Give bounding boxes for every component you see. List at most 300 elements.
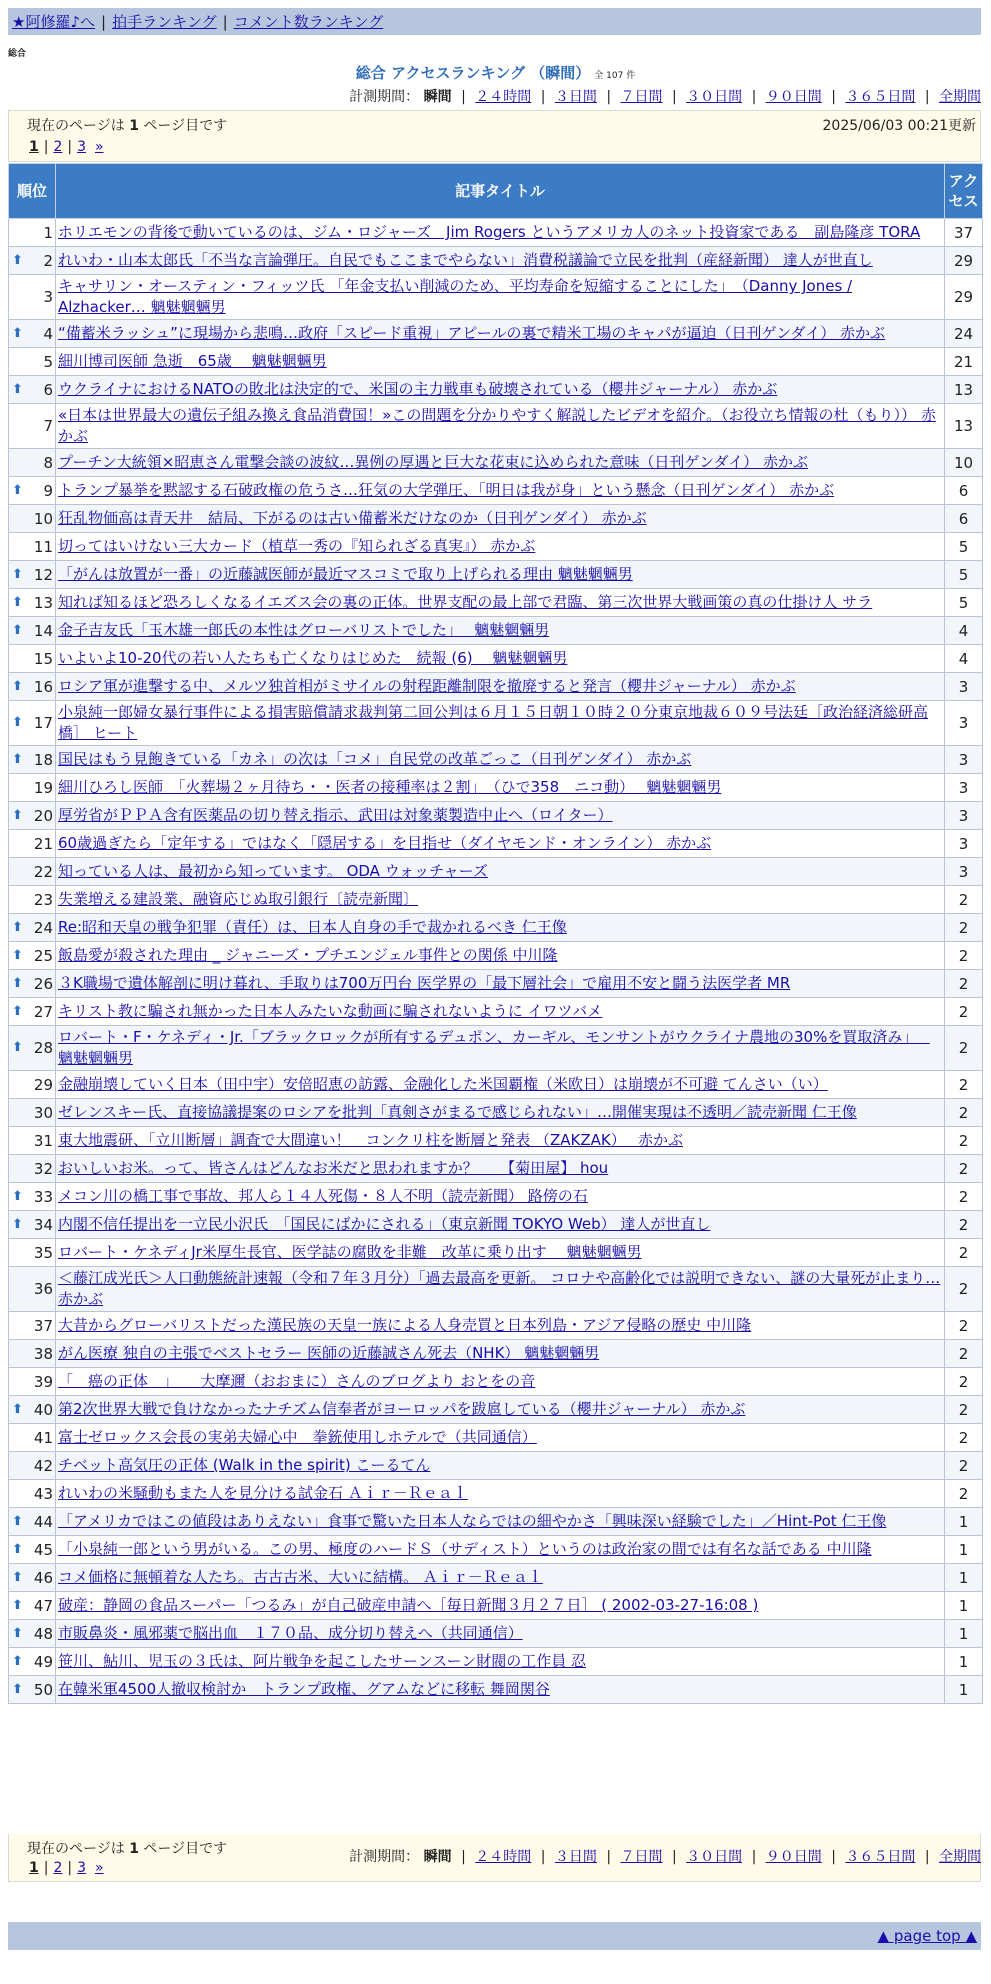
rank-cell: [9, 1480, 56, 1508]
rank-number: 49: [33, 1652, 53, 1671]
period-all[interactable]: 全期間: [939, 89, 981, 105]
table-row: [9, 914, 983, 942]
up-arrow-icon: ⬆: [12, 325, 23, 341]
rank-number: 26: [33, 974, 53, 993]
rank-cell: [9, 617, 56, 645]
rank-number: 9: [43, 481, 53, 500]
current-page-text: [27, 1838, 227, 1858]
title-cell: [56, 1211, 945, 1239]
table-row: [9, 1424, 983, 1452]
total-count: 全 107 件: [594, 71, 636, 81]
access-count: 2: [945, 1071, 983, 1099]
title-cell: [56, 1648, 945, 1676]
up-arrow-icon: ⬆: [12, 1216, 23, 1232]
title-cell: [56, 1452, 945, 1480]
title-cell: [56, 561, 945, 589]
table-row: [9, 1155, 983, 1183]
table-row: [9, 1396, 983, 1424]
rank-cell: [9, 219, 56, 247]
table-row: [9, 830, 983, 858]
rank-cell: [9, 1508, 56, 1536]
article-link[interactable]: ３K職場で遺体解剖に明け暮れ、手取りは700万円台 医学界の「最下層社会」で雇用不安と闘う法医学者 MR: [58, 974, 791, 992]
rank-number: 11: [33, 537, 53, 556]
period-90d[interactable]: ９０日間: [765, 1849, 822, 1865]
page-link-2[interactable]: 2: [53, 1860, 63, 1876]
article-link[interactable]: 狂乱物価高は青天井 結局、下がるのは古い備蓄米だけなのか（日刊ゲンダイ） 赤かぶ: [58, 509, 647, 527]
rank-number: 18: [33, 750, 53, 769]
table-row: [9, 1099, 983, 1127]
period-7d[interactable]: ７日間: [620, 89, 663, 105]
rank-number: 10: [33, 509, 53, 528]
table-row: [9, 533, 983, 561]
article-link[interactable]: キャサリン・オースティン・フィッツ氏 「年金支払い削減のため、平均寿命を短縮することにした」 （Danny Jones / Alzhacker… 魑魅魍魎男: [58, 277, 853, 316]
article-link[interactable]: 小泉純一郎婦女暴行事件による損害賠償請求裁判第二回公判は６月１５日朝１０時２０分東京地裁６０９号法廷［政治経済総研高橋］ ヒート: [58, 703, 929, 742]
period-24h[interactable]: ２４時間: [475, 1849, 532, 1865]
title-cell: [56, 505, 945, 533]
article-link[interactable]: チベット高気圧の正体 (Walk in the spirit) こーるてん: [58, 1456, 431, 1474]
rank-cell: [9, 449, 56, 477]
period-separator: |: [924, 1849, 930, 1865]
table-row: [9, 1239, 983, 1267]
access-count: 1: [945, 1648, 983, 1676]
period-selector-bottom: [349, 1846, 981, 1866]
rank-number: 4: [43, 324, 53, 343]
article-link[interactable]: 60歳過ぎたら「定年する」ではなく「隠居する」を目指せ（ダイヤモンド・オンライン） 赤かぶ: [58, 834, 712, 852]
period-label: 計測期間：: [349, 89, 420, 105]
article-link[interactable]: ＜藤江成光氏＞人口動態統計速報（令和７年３月分）「過去最高を更新。 コロナや高齢化では説明できない、謎の大量死が止まり… 赤かぶ: [58, 1269, 941, 1308]
title-cell: [56, 998, 945, 1026]
rank-cell: [9, 1267, 56, 1312]
rank-number: 21: [33, 834, 53, 853]
page-info-top: [8, 110, 981, 162]
rank-cell: [9, 1648, 56, 1676]
rank-number: 13: [33, 593, 53, 612]
title-cell: [56, 830, 945, 858]
article-link[interactable]: トランプ暴挙を黙認する石破政権の危うさ…狂気の大学弾圧、「明日は我が身」という懸念（日刊ゲンダイ） 赤かぶ: [58, 481, 835, 499]
rank-number: 17: [33, 714, 53, 732]
article-link[interactable]: 第2次世界大戦で負けなかったナチズム信奉者がヨーロッパを跋扈している（櫻井ジャーナル） 赤かぶ: [58, 1400, 746, 1418]
rank-number: 48: [33, 1624, 53, 1643]
rank-number: 40: [33, 1400, 53, 1419]
rank-cell: [9, 320, 56, 348]
rank-cell: [9, 1183, 56, 1211]
period-7d[interactable]: ７日間: [620, 1849, 663, 1865]
rank-cell: [9, 1026, 56, 1071]
rank-number: 23: [33, 890, 53, 909]
access-count: 2: [945, 1340, 983, 1368]
rank-number: 36: [33, 1280, 53, 1298]
title-cell: [56, 1620, 945, 1648]
rank-number: 28: [33, 1039, 53, 1057]
period-separator: |: [540, 89, 546, 105]
rank-cell: [9, 376, 56, 404]
rank-cell: [9, 1340, 56, 1368]
article-link[interactable]: 細川博司医師 急逝 65歳 魑魅魍魎男: [58, 352, 327, 370]
table-row: [9, 1267, 983, 1312]
rank-cell: [9, 1239, 56, 1267]
rank-column-header: 順位: [9, 164, 56, 219]
title-cell: [56, 1127, 945, 1155]
access-count: 2: [945, 1312, 983, 1340]
rank-number: 44: [33, 1512, 53, 1531]
pagination-top: [29, 139, 104, 155]
table-row: [9, 376, 983, 404]
page-link-3[interactable]: 3: [77, 1860, 87, 1876]
rank-number: 25: [33, 946, 53, 965]
table-row: [9, 1211, 983, 1239]
up-arrow-icon: ⬆: [12, 1597, 23, 1613]
period-separator: |: [831, 89, 836, 105]
title-cell: [56, 617, 945, 645]
rank-number: 32: [33, 1159, 53, 1178]
title-cell: [56, 886, 945, 914]
access-count: 2: [945, 1480, 983, 1508]
article-link[interactable]: 笹川、鮎川、児玉の３氏は、阿片戦争を起こしたサーンスーン財閥の工作員 忍: [58, 1652, 586, 1670]
article-link[interactable]: 在韓米軍4500人撤収検討か トランプ政権、グアムなどに移転 舞岡関谷: [58, 1680, 550, 1698]
table-row: [9, 275, 983, 320]
rank-number: 3: [43, 288, 53, 306]
period-separator: |: [924, 89, 930, 105]
rank-cell: [9, 746, 56, 774]
rank-number: 50: [33, 1680, 53, 1699]
up-arrow-icon: ⬆: [12, 252, 23, 268]
title-cell: [56, 1592, 945, 1620]
access-count: 3: [945, 802, 983, 830]
article-link[interactable]: おいしいお米。って、皆さんはどんなお米だと思われますか？ 【菊田屋】 hou: [58, 1159, 609, 1177]
access-count: 2: [945, 1099, 983, 1127]
access-count: 2: [945, 1183, 983, 1211]
access-count: 4: [945, 645, 983, 673]
page-link-3[interactable]: 3: [77, 139, 87, 155]
next-page-link[interactable]: »: [94, 1860, 104, 1876]
rank-number: 39: [33, 1372, 53, 1391]
up-arrow-icon: ⬆: [12, 807, 23, 823]
period-separator: |: [671, 1849, 677, 1865]
period-3d[interactable]: ３日間: [554, 1849, 597, 1865]
article-link[interactable]: コメ価格に無頓着な人たち。古古古米、大いに結構。 Ａｉｒ－Ｒｅａｌ: [58, 1568, 543, 1586]
page-number: 1: [129, 1841, 139, 1857]
pager-separator: |: [67, 139, 73, 155]
rank-number: 6: [43, 380, 53, 399]
home-link[interactable]: ★阿修羅♪へ: [12, 13, 96, 31]
access-count: 2: [945, 1368, 983, 1396]
article-link[interactable]: がん医療 独自の主張でベストセラー 医師の近藤誠さん死去（NHK） 魑魅魍魎男: [58, 1344, 600, 1362]
up-arrow-icon: ⬆: [12, 751, 23, 767]
article-link[interactable]: 金子吉友氏「玉木雄一郎氏の本性はグローバリストでした」 魑魅魍魎男: [58, 621, 550, 639]
table-row: [9, 1340, 983, 1368]
article-link[interactable]: 金融崩壊していく日本（田中宇）安倍昭恵の訪露、金融化した米国覇権（米欧日）は崩壊が不可避 てんさい（い）: [58, 1075, 828, 1093]
rank-cell: [9, 858, 56, 886]
rank-number: 24: [33, 918, 53, 937]
rank-cell: [9, 1536, 56, 1564]
updated-timestamp: 2025/06/03 00:21更新: [822, 118, 976, 134]
table-row: [9, 1564, 983, 1592]
title-cell: [56, 1340, 945, 1368]
article-link[interactable]: ゼレンスキー氏、直接協議提案のロシアを批判「真剣さがまるで感じられない」…開催実現は不透明／読売新聞 仁王像: [58, 1103, 857, 1121]
article-link[interactable]: 大昔からグローバリストだった漢民族の天皇一族による人身売買と日本列島・アジア侵略の歴史 中川隆: [58, 1316, 752, 1334]
access-count: 1: [945, 1620, 983, 1648]
title-cell: [56, 219, 945, 247]
title-cell: [56, 1026, 945, 1071]
title-cell: [56, 942, 945, 970]
rank-number: 15: [33, 649, 53, 668]
article-link[interactable]: ロバート・ケネディJr米厚生長官、医学誌の腐敗を非難 改革に乗り出す 魑魅魍魎男: [58, 1243, 642, 1261]
rank-cell: [9, 1676, 56, 1704]
table-row: [9, 404, 983, 449]
up-arrow-icon: ⬆: [12, 919, 23, 935]
access-column-header: アクセス: [945, 164, 983, 219]
table-row: [9, 1480, 983, 1508]
rank-cell: [9, 1396, 56, 1424]
article-link[interactable]: 「アメリカではこの値段はありえない」食事で驚いた日本人ならではの細やかさ「興味深い経験でした」／Hint-Pot 仁王像: [58, 1512, 887, 1530]
article-link[interactable]: 「小泉純一郎という男がいる。この男、極度のハードＳ（サディスト）というのは政治家の間では有名な話である 中川隆: [58, 1540, 872, 1558]
access-count: 2: [945, 1026, 983, 1071]
article-link[interactable]: ロシア軍が進撃する中、メルツ独首相がミサイルの射程距離制限を撤廃すると発言（櫻井ジャーナル） 赤かぶ: [58, 677, 796, 695]
title-cell: [56, 1480, 945, 1508]
period-separator: |: [540, 1849, 546, 1865]
period-separator: |: [671, 89, 677, 105]
article-link[interactable]: 東大地震研、「立川断層」調査で大間違い！ コンクリ柱を断層と発表 （ZAKZAK） 赤かぶ: [58, 1131, 683, 1149]
rank-cell: [9, 1452, 56, 1480]
page-link-current: 1: [29, 139, 39, 155]
access-count: 13: [945, 376, 983, 404]
top-nav-bar: [8, 8, 981, 35]
rank-number: 42: [33, 1456, 53, 1475]
title-cell: [56, 701, 945, 746]
article-link[interactable]: ロバート・F・ケネディ・Jr.「ブラックロックが所有するデュポン、カーギル、モンサントがウクライナ農地の30%を買取済み」 魑魅魍魎男: [58, 1028, 930, 1067]
article-link[interactable]: 厚労省がＰＰＡ含有医薬品の切り替え指示、武田は対象薬製造中止へ（ロイター）: [58, 806, 613, 824]
access-count: 2: [945, 1452, 983, 1480]
rank-cell: [9, 1368, 56, 1396]
rank-number: 1: [43, 223, 53, 242]
period-selector-top: [349, 86, 981, 106]
article-link[interactable]: 知っている人は、最初から知っています。 ODA ウォッチャーズ: [58, 862, 488, 880]
article-link[interactable]: メコン川の橋工事で事故、邦人ら１４人死傷・８人不明（読売新聞） 路傍の石: [58, 1187, 588, 1205]
rank-number: 22: [33, 862, 53, 881]
up-arrow-icon: ⬆: [12, 1003, 23, 1019]
access-count: 24: [945, 320, 983, 348]
comment-ranking-link[interactable]: コメント数ランキング: [233, 13, 384, 31]
access-count: 1: [945, 1536, 983, 1564]
up-arrow-icon: ⬆: [12, 1625, 23, 1641]
title-cell: [56, 589, 945, 617]
next-page-link[interactable]: »: [94, 139, 104, 155]
title-cell: [56, 1183, 945, 1211]
article-link[interactable]: プーチン大統領×昭恵さん電撃会談の波紋…異例の厚遇と巨大な花束に込められた意味（日刊ゲンダイ） 赤かぶ: [58, 453, 808, 471]
title-cell: [56, 774, 945, 802]
period-separator: |: [606, 1849, 612, 1865]
table-row: [9, 1536, 983, 1564]
rank-number: 38: [33, 1344, 53, 1363]
rank-cell: [9, 404, 56, 449]
title-cell: [56, 645, 945, 673]
article-link[interactable]: 内閣不信任提出を一立民小沢氏 「国民にばかにされる」（東京新聞 TOKYO Web） 達人が世直し: [58, 1215, 711, 1233]
access-count: 3: [945, 858, 983, 886]
rank-cell: [9, 998, 56, 1026]
period-current: 瞬間: [423, 1849, 452, 1865]
applause-ranking-link[interactable]: 拍手ランキング: [112, 13, 217, 31]
rank-number: 30: [33, 1103, 53, 1122]
access-count: 1: [945, 1592, 983, 1620]
rank-number: 7: [43, 417, 53, 435]
rank-number: 46: [33, 1568, 53, 1587]
title-cell: [56, 1564, 945, 1592]
article-link[interactable]: ホリエモンの背後で動いているのは、ジム・ロジャーズ Jim Rogers というアメリカ人のネット投資家である 副島隆彦 TORA: [58, 223, 921, 241]
rank-cell: [9, 886, 56, 914]
period-30d[interactable]: ３０日間: [686, 1849, 743, 1865]
article-link[interactable]: 失業増える建設業、融資応じぬ取引銀行〔読売新聞〕: [58, 890, 419, 908]
access-count: 1: [945, 1564, 983, 1592]
rank-cell: [9, 1127, 56, 1155]
table-row: [9, 561, 983, 589]
table-row: [9, 1127, 983, 1155]
access-count: 1: [945, 1676, 983, 1704]
rank-cell: [9, 830, 56, 858]
table-row: [9, 645, 983, 673]
rank-cell: [9, 701, 56, 746]
table-header-row: [9, 164, 983, 219]
access-count: 10: [945, 449, 983, 477]
article-link[interactable]: いよいよ10-20代の若い人たちも亡くなりはじめた 続報 (6) 魑魅魍魎男: [58, 649, 568, 667]
access-count: 6: [945, 505, 983, 533]
table-row: [9, 348, 983, 376]
table-row: [9, 219, 983, 247]
period-separator: |: [461, 89, 466, 105]
period-all[interactable]: 全期間: [939, 1849, 981, 1865]
access-count: 29: [945, 275, 983, 320]
access-count: 13: [945, 404, 983, 449]
pager-separator: |: [67, 1860, 73, 1876]
title-cell: [56, 404, 945, 449]
page-number: 1: [129, 118, 139, 134]
period-365d[interactable]: ３６５日間: [845, 1849, 916, 1865]
rank-number: 37: [33, 1316, 53, 1335]
table-row: [9, 1676, 983, 1704]
article-link[interactable]: 国民はもう見飽きている「カネ」の次は「コメ」自民党の改革ごっこ（日刊ゲンダイ） 赤かぶ: [58, 750, 692, 768]
access-count: 5: [945, 533, 983, 561]
rank-cell: [9, 673, 56, 701]
up-arrow-icon: ⬆: [12, 1188, 23, 1204]
access-count: 3: [945, 701, 983, 746]
rank-cell: [9, 1211, 56, 1239]
rank-number: 29: [33, 1075, 53, 1094]
title-cell: [56, 1536, 945, 1564]
period-30d[interactable]: ３０日間: [686, 89, 743, 105]
article-link[interactable]: キリスト教に騙され無かった日本人みたいな動画に騙されないように イワツバメ: [58, 1002, 603, 1020]
rank-number: 8: [43, 453, 53, 472]
table-row: [9, 320, 983, 348]
period-separator: |: [461, 1849, 466, 1865]
period-365d[interactable]: ３６５日間: [845, 89, 916, 105]
access-count: 29: [945, 247, 983, 275]
article-link[interactable]: れいわの米騒動もまた人を見分ける試金石 Ａｉｒ－Ｒｅａｌ: [58, 1484, 468, 1502]
ranking-table: [8, 163, 983, 1704]
article-link[interactable]: 富士ゼロックス会長の実弟夫婦心中 拳銃使用しホテルで（共同通信）: [58, 1428, 537, 1446]
table-row: [9, 1620, 983, 1648]
rank-number: 41: [33, 1428, 53, 1447]
article-link[interactable]: ウクライナにおけるNATOの敗北は決定的で、米国の主力戦車も破壊されている（櫻井ジャーナル） 赤かぶ: [58, 380, 778, 398]
table-row: [9, 1508, 983, 1536]
access-count: 6: [945, 477, 983, 505]
period-3d[interactable]: ３日間: [554, 89, 597, 105]
rank-number: 2: [43, 251, 53, 270]
access-count: 5: [945, 589, 983, 617]
article-link[interactable]: 破産：静岡の食品スーパー「つるみ」が自己破産申請へ［毎日新聞３月２７日］ ( 2002-03-27-16:08 ): [58, 1596, 759, 1614]
page-link-2[interactable]: 2: [53, 139, 63, 155]
page-prefix: 現在のページは: [27, 118, 125, 134]
rank-number: 12: [33, 565, 53, 584]
article-link[interactable]: Re:昭和天皇の戦争犯罪（責任）は、日本人自身の手で裁かれるべき 仁王像: [58, 918, 567, 936]
pager-separator: |: [43, 139, 49, 155]
rank-number: 19: [33, 778, 53, 797]
up-arrow-icon: ⬆: [12, 975, 23, 991]
article-link[interactable]: 切ってはいけない三大カード（植草一秀の『知られざる真実』） 赤かぶ: [58, 537, 536, 555]
title-cell: [56, 320, 945, 348]
rank-number: 20: [33, 806, 53, 825]
up-arrow-icon: ⬆: [12, 1513, 23, 1529]
access-count: 37: [945, 219, 983, 247]
period-separator: |: [751, 1849, 757, 1865]
rank-number: 35: [33, 1243, 53, 1262]
table-row: [9, 1452, 983, 1480]
title-cell: [56, 1099, 945, 1127]
period-24h[interactable]: ２４時間: [475, 89, 532, 105]
up-arrow-icon: ⬆: [12, 622, 23, 638]
up-arrow-icon: ⬆: [12, 482, 23, 498]
rank-cell: [9, 1099, 56, 1127]
period-90d[interactable]: ９０日間: [765, 89, 822, 105]
rank-cell: [9, 970, 56, 998]
access-count: 3: [945, 746, 983, 774]
title-cell: [56, 477, 945, 505]
rank-number: 45: [33, 1540, 53, 1559]
article-link[interactable]: れいわ・山本太郎氏「不当な言論弾圧。自民でもここまでやらない」消費税議論で立民を批判（産経新聞） 達人が世直し: [58, 251, 873, 269]
article-link[interactable]: 知れば知るほど恐ろしくなるイエズス会の裏の正体。世界支配の最上部で君臨、第三次世界大戦画策の真の仕掛け人 サラ: [58, 593, 873, 611]
article-link[interactable]: 「がんは放置が一番」の近藤誠医師が最近マスコミで取り上げられる理由 魑魅魍魎男: [58, 565, 633, 583]
rank-number: 14: [33, 621, 53, 640]
rank-cell: [9, 275, 56, 320]
up-arrow-icon: ⬆: [12, 1681, 23, 1697]
period-separator: |: [831, 1849, 836, 1865]
up-arrow-icon: ⬆: [12, 1541, 23, 1557]
article-link[interactable]: 市販鼻炎・風邪薬で脳出血 １７０品、成分切り替えへ（共同通信）: [58, 1624, 523, 1642]
pager-separator: |: [43, 1860, 49, 1876]
rank-cell: [9, 774, 56, 802]
table-row: [9, 802, 983, 830]
article-link[interactable]: “備蓄米ラッシュ”に現場から悲鳴…政府「スピード重視」アピールの裏で精米工場のキャパが逼迫（日刊ゲンダイ） 赤かぶ: [58, 324, 886, 342]
rank-cell: [9, 914, 56, 942]
rank-number: 5: [43, 352, 53, 371]
rank-cell: [9, 1071, 56, 1099]
rank-cell: [9, 533, 56, 561]
page-top-link[interactable]: ▲ page top ▲: [877, 1927, 977, 1945]
article-link[interactable]: 飯島愛が殺された理由 _ ジャニーズ・プチエンジェル事件との関係 中川隆: [58, 946, 558, 964]
title-cell: [56, 449, 945, 477]
article-link[interactable]: 細川ひろし医師 「火葬場２ヶ月待ち・・医者の接種率は２割」 （ひで358 ニコ動） 魑魅魍魎男: [58, 778, 722, 796]
table-row: [9, 774, 983, 802]
title-cell: [56, 348, 945, 376]
title-column-header: 記事タイトル: [56, 164, 945, 219]
rank-cell: [9, 1620, 56, 1648]
title-cell: [56, 1155, 945, 1183]
title-cell: [56, 1368, 945, 1396]
article-link[interactable]: «日本は世界最大の遺伝子組み換え食品消費国！»この問題を分かりやすく解説したビデオを紹介。（お役立ち情報の杜（もり）） 赤かぶ: [58, 406, 936, 445]
access-count: 2: [945, 1239, 983, 1267]
access-count: 2: [945, 914, 983, 942]
up-arrow-icon: ⬆: [12, 1039, 23, 1055]
article-link[interactable]: 「 癌の正体 」 大摩邇（おおまに）さんのブログより おとをの音: [58, 1372, 536, 1390]
access-count: 3: [945, 830, 983, 858]
